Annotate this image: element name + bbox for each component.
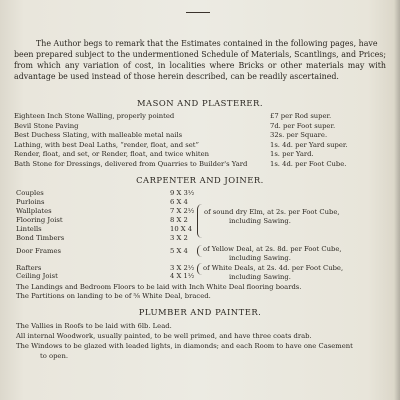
carpenter-item <box>16 189 195 197</box>
carpenter-item-label: Lintells <box>16 225 42 233</box>
plumber-line-4: to open. <box>40 352 68 360</box>
carpenter-item-dimension: 5 X 4 <box>170 247 188 255</box>
carpenter-item-label: Couples <box>16 189 44 197</box>
carpenter-item <box>16 272 195 280</box>
mason-item <box>14 140 348 149</box>
mason-item <box>14 150 314 159</box>
yellow-brace <box>197 245 202 257</box>
carpenter-item-label: Purloins <box>16 198 45 206</box>
plumber-line-3: The Windows to be glazed with leaded lights, in diamonds; and each Room to have one Casement <box>16 342 353 350</box>
yellow-note-line-1: of Yellow Deal, at 2s. 8d. per Foot Cube, <box>203 245 342 253</box>
mason-item-price: 1s. 4d. per Yard super. <box>270 140 348 149</box>
intro-paragraph <box>14 38 386 82</box>
mason-item-price: £7 per Rod super. <box>270 112 332 120</box>
carpenter-item <box>16 207 195 215</box>
mason-item-label: Best Duchess Slating, with malleable metal nails <box>14 131 183 140</box>
mason-item-price: 1s. 4d. per Foot Cube. <box>270 160 347 168</box>
top-rule <box>186 12 210 13</box>
mason-item <box>14 121 336 130</box>
carpenter-item-label: Door Frames <box>16 247 62 255</box>
mason-item <box>14 112 332 120</box>
carpenter-item-label: Bond Timbers <box>16 234 65 242</box>
mason-item-price: 7d. per Foot super. <box>270 121 336 130</box>
carpenter-item-dimension: 4 X 1½ <box>170 272 195 280</box>
carpenter-item-label: Flooring Joist <box>16 216 63 224</box>
white-note-line-1: of White Deals, at 2s. 4d. per Foot Cube, <box>203 264 344 272</box>
mason-heading: MASON AND PLASTERER. <box>136 98 264 108</box>
mason-item-label: Lathing, with best Deal Laths, “render, float, and set” <box>14 140 199 149</box>
mason-item-label: Bath Stone for Dressings, delivered from Quarries to Builder's Yard <box>14 160 248 168</box>
carpenter-item-dimension: 8 X 2 <box>170 216 188 224</box>
mason-item-price: 32s. per Square. <box>270 131 328 140</box>
plumber-line-2: All internal Woodwork, usually painted, to be well primed, and have three coats drab. <box>16 332 312 340</box>
intro-line-1: The Author begs to remark that the Estimates contained in the following pages, have <box>36 39 378 48</box>
intro-line-4: advantage be used instead of those herein described, can be readily ascertained. <box>14 72 339 81</box>
intro-line-3: from which any variation of cost, in localities where Bricks or other materials may with <box>14 61 386 70</box>
mason-item <box>14 131 328 140</box>
carpenter-item-dimension: 10 X 4 <box>170 225 193 233</box>
white-note-line-2: including Sawing. <box>229 273 291 281</box>
carpenter-item-dimension: 6 X 4 <box>170 198 188 206</box>
carpenter-item-dimension: 3 X 2½ <box>170 264 195 272</box>
mason-item <box>14 160 347 168</box>
carpenter-item <box>16 216 188 224</box>
carpenter-item-label: Rafters <box>16 264 42 272</box>
mason-item-label: Eighteen Inch Stone Walling, properly pointed <box>14 112 175 120</box>
carpenter-item-dimension: 9 X 3½ <box>170 189 195 197</box>
carpenter-item <box>16 264 195 272</box>
carpenter-item <box>16 225 193 233</box>
landings-line: The Landings and Bedroom Floors to be laid with Inch White Deal flooring boards. <box>16 283 302 291</box>
mason-item-price: 1s. per Yard. <box>270 150 314 159</box>
partitions-line: The Partitions on landing to be of ⅝ White Deal, braced. <box>16 292 211 300</box>
carpenter-item-label: Wallplates <box>16 207 52 215</box>
white-brace <box>197 263 202 275</box>
elm-brace <box>197 204 203 238</box>
carpenter-heading: CARPENTER AND JOINER. <box>136 175 264 185</box>
plumber-heading: PLUMBER AND PAINTER. <box>138 307 262 317</box>
carpenter-item-dimension: 3 X 2 <box>170 234 188 242</box>
carpenter-item-dimension: 7 X 2½ <box>170 207 195 215</box>
carpenter-item-label: Ceiling Joist <box>16 272 58 280</box>
plumber-line-1: The Vallies in Roofs to be laid with 6lb. Lead. <box>16 322 172 330</box>
intro-line-2: been prepared subject to the undermentioned Schedule of Materials, Scantlings, and Prices; <box>14 50 386 59</box>
elm-note-line-1: of sound dry Elm, at 2s. per Foot Cube, <box>204 208 340 216</box>
mason-item-label: Bevil Stone Paving <box>14 121 79 130</box>
page-edge-shadow <box>394 0 400 400</box>
mason-item-label: Render, float, and set, or Render, float, and twice whiten <box>14 150 210 159</box>
carpenter-item <box>16 198 188 206</box>
carpenter-item <box>16 234 188 242</box>
yellow-note-line-2: including Sawing. <box>229 254 291 262</box>
carpenter-item <box>16 247 188 255</box>
elm-note-line-2: including Sawing. <box>229 217 291 225</box>
